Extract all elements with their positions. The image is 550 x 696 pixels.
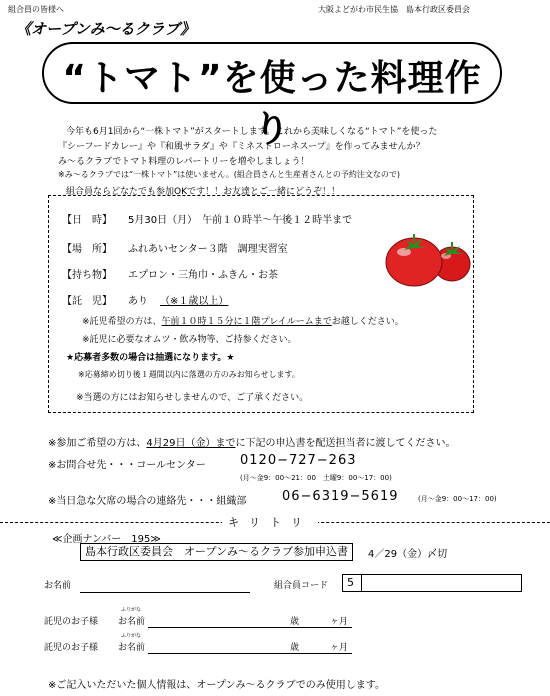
coop-code-field[interactable] xyxy=(362,574,522,592)
deadline: 4／29（金）〆切 xyxy=(368,549,448,560)
inquiry-label: ※お問合せ先・・・コールセンター xyxy=(48,460,206,471)
place-value: ふれあいセンター３階 調理実習室 xyxy=(128,244,288,255)
notice-1: ※応募締め切り後１週間以内に落選の方のみお知らせします。 xyxy=(78,370,300,379)
coop-code-label: 組合員コード xyxy=(274,581,329,591)
child1-name-field[interactable] xyxy=(148,627,278,628)
child2-name-field[interactable] xyxy=(148,653,278,654)
child1-age-unit: 歳 xyxy=(290,617,300,627)
childcare-value: あり xyxy=(128,296,148,307)
plan-number: ≪企画ナンバー 195≫ xyxy=(52,534,161,545)
club-name: 《オープンみ〜るクラブ》 xyxy=(16,20,196,38)
child2-age-unit: 歳 xyxy=(290,643,300,653)
date-label: 【日 時】 xyxy=(62,215,112,226)
date-value: 5月30日（月） 午前１０時半〜午後１２時半まで xyxy=(128,215,353,226)
childcare-label: 【託 児】 xyxy=(62,296,112,307)
name-field[interactable] xyxy=(80,592,250,593)
child1-furigana: ふりがな xyxy=(121,607,142,613)
child2-name-label: お名前 xyxy=(118,643,146,653)
absence-label: ※当日急な欠席の場合の連絡先・・・組織部 xyxy=(48,496,247,507)
intro-line-2: 『シーフードカレー』や『和風サラダ』や『ミネストローネスープ』を作ってみませんか？ xyxy=(58,142,425,152)
childcare-note-1: ※託児希望の方は、午前１０時１５分に１階プレイルームまでお越しください。 xyxy=(82,317,404,327)
page-title: “トマト”を使った料理作り xyxy=(62,58,482,150)
child1-month-unit: ヶ月 xyxy=(330,617,349,627)
tomato-illustration xyxy=(380,230,476,290)
child2-age-field[interactable] xyxy=(278,653,352,654)
items-label: 【持ち物】 xyxy=(62,270,112,281)
addressee: 組合員の皆様へ xyxy=(8,5,64,14)
absence-phone: 06−6319−5619 xyxy=(282,489,399,504)
inquiry-phone: 0120−727−263 xyxy=(240,453,357,468)
child1-age-field[interactable] xyxy=(278,627,352,628)
items-value: エプロン・三角巾・ふきん・お茶 xyxy=(128,270,278,281)
apply-instruction: ※参加ご希望の方は、4月29日（金）までに下記の申込書を配送担当者に渡してください。 xyxy=(48,438,456,449)
intro-note: ※み〜るクラブでは“一株トマト”は使いません。(組合員さんと生産者さんとの予約注文なので) xyxy=(58,170,400,179)
issuer: 大阪よどがわ市民生協 島本行政区委員会 xyxy=(318,5,470,14)
coop-code-prefix: 5 xyxy=(342,574,362,592)
child2-label: 託児のお子様 xyxy=(44,643,99,653)
child2-month-unit: ヶ月 xyxy=(330,643,349,653)
privacy-notice: ※ご記入いただいた個人情報は、オープンみ〜るクラブでのみ使用します。 xyxy=(48,680,385,691)
child1-name-label: お名前 xyxy=(118,617,146,627)
intro-line-3: み〜るクラブでトマト料理のレパートリーを増やしましょう！ xyxy=(58,157,310,167)
cut-label: キリトリ xyxy=(222,514,318,530)
childcare-note-2: ※託児に必要なオムツ・飲み物等、ご持参ください。 xyxy=(82,335,297,345)
inquiry-hours: (月〜金9：00〜21：00 土曜9：00〜17：00) xyxy=(240,474,392,482)
child1-label: 託児のお子様 xyxy=(44,617,99,627)
intro-line-1: 今年も6月1回から“一株トマト”がスタートします。これから美味しくなる“トマト”を使った xyxy=(66,127,438,137)
notice-2: ※当選の方にはお知らせしませんので、ご了承ください。 xyxy=(76,393,309,403)
lottery-notice: ★応募者多数の場合は抽選になります。★ xyxy=(66,353,235,363)
absence-hours: (月〜金9：00〜17：00) xyxy=(418,495,497,503)
childcare-age: （※１歳以上） xyxy=(160,296,229,307)
name-label: お名前 xyxy=(44,581,72,591)
place-label: 【場 所】 xyxy=(62,244,112,255)
intro-invite: 組合員ならどなたでも参加OKです！！お友達とご一緒にどうぞ！！ xyxy=(66,187,340,197)
child2-furigana: ふりがな xyxy=(121,633,142,639)
application-title: 島本行政区委員会 オープンみ〜るクラブ参加申込書 xyxy=(80,543,353,561)
